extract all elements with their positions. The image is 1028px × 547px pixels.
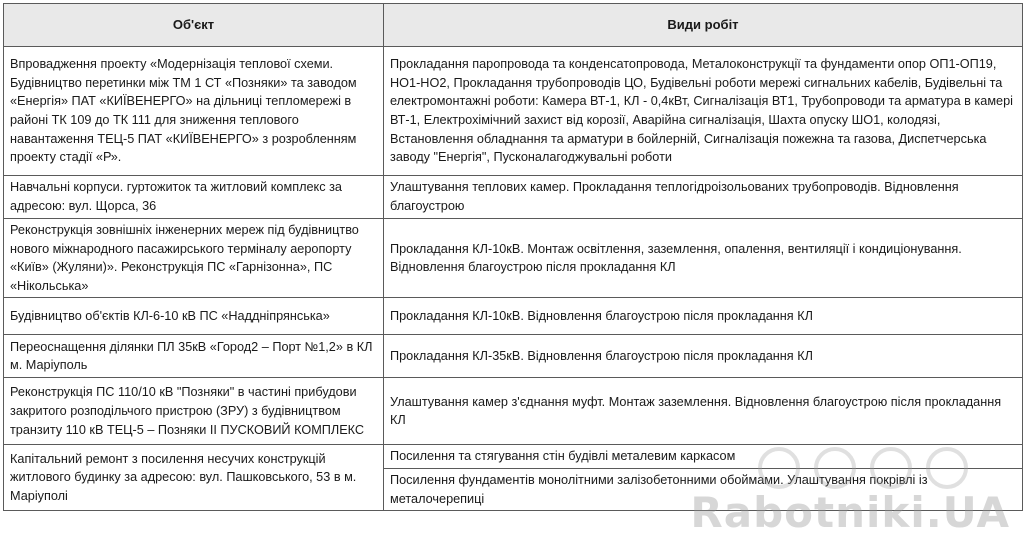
works-cell: Прокладання КЛ-35кВ. Відновлення благоустрою після прокладання КЛ bbox=[384, 335, 1023, 378]
table-row bbox=[4, 47, 1023, 176]
watermark: Rabotniki.UA bbox=[690, 488, 1010, 537]
works-cell-part-a: Посилення та стягування стін будівлі металевим каркасом bbox=[390, 449, 736, 464]
table-row bbox=[4, 298, 1023, 335]
works-cell-part-b: Посилення фундаментів монолітними залізобетонними обоймами. Улаштування покрівлі із металочерепиці bbox=[384, 468, 1022, 510]
table-header-row bbox=[4, 4, 1023, 47]
header-object: Об'єкт bbox=[4, 4, 384, 47]
works-cell: Прокладання паропровода та конденсатопровода, Металоконструкції та фундаменти опор ОП1-ОП19, НО1-НО2, Прокладання трубопроводів ЦО, Будівельні роботи мережі сигнальних кабелів, Будівельні та електромонтажні роботи: Камера ВТ-1, КЛ - 0,4кВт, Сигналізація ВТ1, Трубопроводи та арматура в камері ВТ-1, Електрохімічний захист від корозії, Аварійна сигналізація, Шахта опуску ШО1, колодязі, Встановлення обладнання та арматури в бойлерній, Сигналізація пожежна та газова, Диспетчерська заводу "Енергія", Пусконалагоджувальні роботи bbox=[384, 47, 1023, 176]
table-row bbox=[4, 445, 1023, 511]
works-cell-split bbox=[384, 445, 1023, 511]
object-cell: Капітальний ремонт з посилення несучих конструкцій житлового будинку за адресою: вул. Пашковського, 53 в м. Маріуполі bbox=[4, 445, 384, 511]
object-cell: Навчальні корпуси. гуртожиток та житловий комплекс за адресою: вул. Щорса, 36 bbox=[4, 176, 384, 219]
table-row bbox=[4, 176, 1023, 219]
works-cell: Улаштування камер з'єднання муфт. Монтаж заземлення. Відновлення благоустрою після прокладання КЛ bbox=[384, 378, 1023, 445]
object-cell: Реконструкція ПС 110/10 кВ "Позняки" в частині прибудови закритого розподільчого пристрою (ЗРУ) з будівництвом транзиту 110 кВ ТЕЦ-5 – Позняки ІІ ПУСКОВИЙ КОМПЛЕКС bbox=[4, 378, 384, 445]
object-cell: Впровадження проекту «Модернізація теплової схеми. Будівництво перетинки між ТМ 1 СТ «Позняки» та заводом «Енергія» ПАТ «КИЇВЕНЕРГО» на дільниці тепломережі в районі ТК 109 до ТК 111 для зниження теплового навантаження ТЕЦ-5 ПАТ «КИЇВЕНЕРГО» з розробленням проекту стадії «Р». bbox=[4, 47, 384, 176]
table-row bbox=[4, 378, 1023, 445]
table-row bbox=[4, 219, 1023, 298]
works-cell: Улаштування теплових камер. Прокладання теплогідроізольованих трубопроводів. Відновлення благоустрою bbox=[384, 176, 1023, 219]
object-cell: Будівництво об'єктів КЛ-6-10 кВ ПС «Наддніпрянська» bbox=[4, 298, 384, 335]
object-cell: Реконструкція зовнішніх інженерних мереж під будівництво нового міжнародного пасажирського терміналу аеропорту «Київ» (Жуляни)». Реконструкція ПС «Гарнізонна», ПС «Нікольська» bbox=[4, 219, 384, 298]
works-split bbox=[384, 445, 1022, 510]
works-cell: Прокладання КЛ-10кВ. Монтаж освітлення, заземлення, опалення, вентиляції і кондиціонування. Відновлення благоустрою після прокладання КЛ bbox=[384, 219, 1023, 298]
works-cell: Прокладання КЛ-10кВ. Відновлення благоустрою після прокладання КЛ bbox=[384, 298, 1023, 335]
object-cell: Переоснащення ділянки ПЛ 35кВ «Город2 – Порт №1,2» в КЛ м. Маріуполь bbox=[4, 335, 384, 378]
header-works: Види робіт bbox=[384, 4, 1023, 47]
works-table bbox=[3, 3, 1023, 511]
table-row bbox=[4, 335, 1023, 378]
